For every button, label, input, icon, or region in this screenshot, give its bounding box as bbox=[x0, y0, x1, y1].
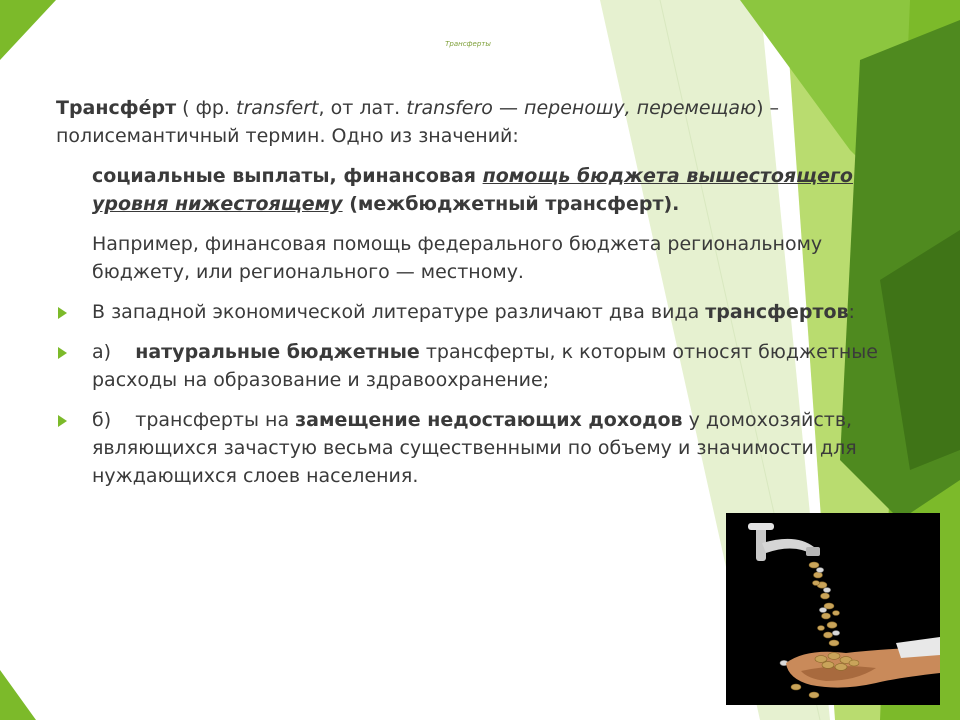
definition-paragraph bbox=[56, 94, 918, 150]
left-green-stripe bbox=[0, 0, 56, 60]
meaning-link[interactable]: помощь бюджета вышестоящего уровня нижестоящему bbox=[92, 165, 853, 215]
bullet-b bbox=[56, 406, 918, 490]
bullet-b-bold: замещение недостающих доходов bbox=[295, 409, 683, 431]
slide-title: Трансферты bbox=[445, 40, 491, 48]
bullet-intro-bold: трансфертов bbox=[705, 301, 849, 323]
translation: переношу, перемещаю bbox=[524, 97, 757, 119]
definition-dash: — bbox=[492, 97, 525, 119]
bullet-b-prefix: б) трансферты на bbox=[92, 409, 296, 431]
left-green-stripe-bottom bbox=[0, 670, 36, 720]
triangle-bullet-icon bbox=[58, 415, 67, 427]
coins-faucet-photo bbox=[726, 513, 940, 705]
definition-open: ( фр. bbox=[176, 97, 237, 119]
triangle-bullet-icon bbox=[58, 347, 67, 359]
french-word: transfert bbox=[236, 97, 319, 119]
bullet-intro-text: В западной экономической литературе различают два вида bbox=[92, 301, 706, 323]
bullet-intro bbox=[56, 298, 918, 326]
bullet-a-text: трансферты, к которым относят бюджетные расходы на образование и здравоохранение; bbox=[92, 341, 878, 391]
latin-word: transfero bbox=[406, 97, 493, 119]
faucet-coins-hands-icon bbox=[726, 513, 940, 705]
term-word: Трансфе́рт bbox=[56, 97, 177, 119]
meaning-start: социальные выплаты, финансовая bbox=[92, 165, 483, 187]
meaning-paragraph bbox=[56, 162, 918, 218]
triangle-bullet-icon bbox=[58, 307, 67, 319]
definition-from-latin: , от лат. bbox=[318, 97, 407, 119]
bullet-a bbox=[56, 338, 918, 394]
bullet-a-bold: натуральные бюджетные bbox=[135, 341, 420, 363]
example-paragraph: Например, финансовая помощь федерального бюджета региональному бюджету, или регионального — местному. bbox=[92, 233, 823, 283]
bullet-intro-end: : bbox=[848, 301, 855, 323]
definition-close: ) – полисемантичный термин. Одно из значений: bbox=[56, 97, 780, 147]
bullet-b-text: у домохозяйств, являющихся зачастую весьма существенными по объему и значимости для нуждающихся слоев населения. bbox=[92, 409, 857, 487]
meaning-end: (межбюджетный трансферт). bbox=[342, 193, 680, 215]
bullet-a-prefix: а) bbox=[92, 341, 136, 363]
slide-content bbox=[56, 94, 918, 502]
